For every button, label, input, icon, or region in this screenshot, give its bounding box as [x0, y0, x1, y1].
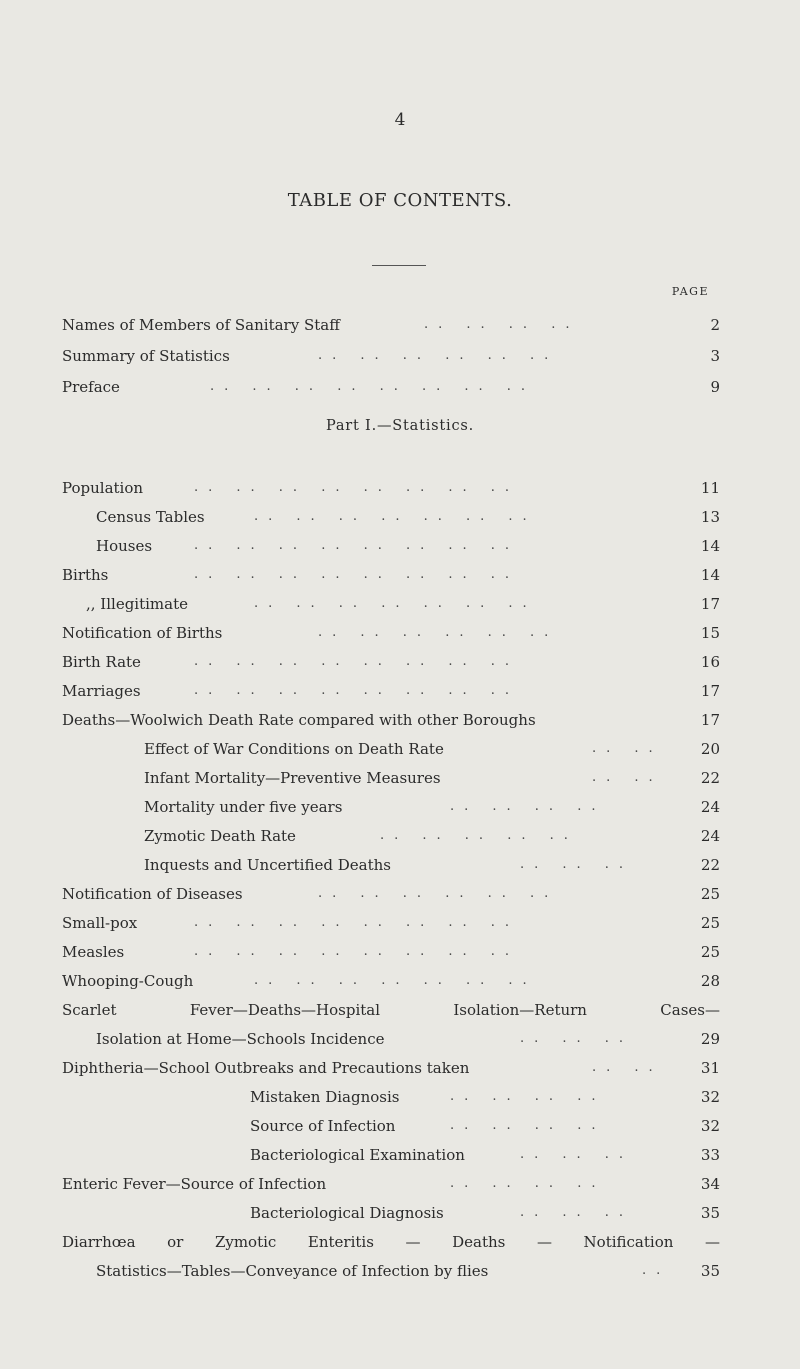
toc-entry[interactable] — [62, 314, 720, 336]
toc-entry-page: 31 — [700, 1059, 720, 1077]
toc-entry-label: Isolation at Home—Schools Incidence — [96, 1030, 385, 1048]
toc-entry-label: Infant Mortality—Preventive Measures — [144, 769, 441, 787]
leader-dots: .. .. — [592, 1060, 663, 1075]
toc-entry[interactable] — [62, 941, 720, 963]
toc-entry-page: 35 — [700, 1262, 720, 1280]
leader-dots: .. .. — [592, 770, 663, 785]
leader-dots: .. .. .. .. .. .. .. — [254, 973, 537, 988]
toc-entry-label: Small-pox — [62, 914, 138, 932]
toc-entry-page: 25 — [700, 943, 720, 961]
toc-entry[interactable] — [62, 999, 720, 1021]
toc-entry-page: 25 — [700, 914, 720, 932]
toc-entry[interactable] — [62, 709, 720, 731]
leader-dots: .. .. .. .. .. .. .. — [254, 596, 537, 611]
toc-entry[interactable] — [62, 622, 720, 644]
toc-entry[interactable] — [62, 796, 720, 818]
toc-entry-label: Effect of War Conditions on Death Rate — [144, 740, 444, 758]
toc-entry[interactable] — [62, 1086, 720, 1108]
toc-entry-label: Preface — [62, 378, 120, 396]
toc-entry-page: 32 — [700, 1088, 720, 1106]
toc-entry[interactable] — [62, 1260, 720, 1282]
leader-dots: .. .. .. .. — [450, 1089, 606, 1104]
toc-entry-page: 17 — [700, 711, 720, 729]
toc-entry-page: 24 — [700, 827, 720, 845]
toc-entry-label: Population — [62, 479, 144, 497]
leader-dots: .. .. .. .. .. .. .. .. — [194, 944, 520, 959]
toc-entry[interactable] — [62, 477, 720, 499]
toc-entry-page: 14 — [700, 566, 720, 584]
toc-entry-page: 24 — [700, 798, 720, 816]
leader-dots: .. .. .. .. .. .. — [318, 348, 559, 363]
toc-entry-page: 28 — [700, 972, 720, 990]
toc-entry[interactable] — [62, 1202, 720, 1224]
toc-entry-page: 32 — [700, 1117, 720, 1135]
toc-entry[interactable] — [62, 680, 720, 702]
toc-entry-page: 2 — [710, 316, 720, 334]
toc-entry-page: 25 — [700, 885, 720, 903]
toc-entry-page: 3 — [710, 347, 720, 365]
leader-dots: .. .. .. .. .. .. .. .. — [194, 480, 520, 495]
toc-entry-label: Enteric Fever—Source of Infection — [62, 1175, 327, 1193]
leader-dots: .. .. .. — [520, 1031, 634, 1046]
leader-dots: .. .. .. .. .. .. .. .. — [194, 683, 520, 698]
leader-dots: .. .. — [592, 741, 663, 756]
toc-entry-label: Bacteriological Examination — [250, 1146, 465, 1164]
toc-entry-label: Diphtheria—School Outbreaks and Precautions taken — [62, 1059, 470, 1077]
toc-entry-label: Names of Members of Sanitary Staff — [62, 316, 340, 334]
leader-dots: .. .. .. — [520, 1147, 634, 1162]
toc-entry-label: Zymotic Death Rate — [144, 827, 296, 845]
toc-entry-page: 15 — [700, 624, 720, 642]
toc-entry-label: Births — [62, 566, 109, 584]
toc-entry[interactable] — [62, 1231, 720, 1253]
toc-entry[interactable] — [62, 593, 720, 615]
leader-dots: .. .. .. — [520, 1205, 634, 1220]
toc-entry-label: Mistaken Diagnosis — [250, 1088, 400, 1106]
toc-entry-label: Source of Infection — [250, 1117, 396, 1135]
toc-entry-label: Statistics—Tables—Conveyance of Infection by flies — [96, 1262, 489, 1280]
toc-entry[interactable] — [62, 912, 720, 934]
toc-entry-label: Notification of Births — [62, 624, 223, 642]
toc-entry[interactable] — [62, 535, 720, 557]
page-title: TABLE OF CONTENTS. — [287, 190, 513, 211]
toc-entry-label: Diarrhœa or Zymotic Enteritis — Deaths — Notification — — [62, 1233, 720, 1251]
toc-entry-page: 13 — [700, 508, 720, 526]
toc-entry-page: 14 — [700, 537, 720, 555]
toc-entry-page: 35 — [700, 1204, 720, 1222]
toc-entry-label: Whooping-Cough — [62, 972, 194, 990]
leader-dots: .. .. .. .. .. .. — [318, 886, 559, 901]
toc-entry-label: Birth Rate — [62, 653, 141, 671]
toc-entry-page: 20 — [700, 740, 720, 758]
toc-entry[interactable] — [62, 1173, 720, 1195]
toc-entry-label: ,, Illegitimate — [86, 595, 188, 613]
toc-entry-label: Deaths—Woolwich Death Rate compared with other Boroughs — [62, 711, 536, 729]
toc-entry[interactable] — [62, 564, 720, 586]
toc-entry-page: 16 — [700, 653, 720, 671]
leader-dots: .. .. .. .. .. .. .. .. — [210, 379, 536, 394]
toc-entry-page: 22 — [700, 769, 720, 787]
toc-entry-label: Notification of Diseases — [62, 885, 243, 903]
toc-entry-page: 34 — [700, 1175, 720, 1193]
toc-entry[interactable] — [62, 767, 720, 789]
toc-entry-label: Marriages — [62, 682, 141, 700]
leader-dots: .. .. .. .. — [450, 799, 606, 814]
title-divider — [372, 265, 426, 266]
leader-dots: .. .. .. .. .. .. .. .. — [194, 915, 520, 930]
toc-entry[interactable] — [62, 376, 720, 398]
toc-entry[interactable] — [62, 1028, 720, 1050]
toc-entry[interactable] — [62, 1115, 720, 1137]
toc-entry[interactable] — [62, 883, 720, 905]
toc-entry[interactable] — [62, 1057, 720, 1079]
toc-entry-label: Bacteriological Diagnosis — [250, 1204, 444, 1222]
toc-entry-label: Measles — [62, 943, 125, 961]
toc-entry-label: Census Tables — [96, 508, 205, 526]
toc-entry[interactable] — [62, 854, 720, 876]
toc-entry-page: 33 — [700, 1146, 720, 1164]
toc-entry-label: Scarlet Fever—Deaths—Hospital Isolation—Return Cases— — [62, 1001, 720, 1019]
toc-entry-label: Mortality under five years — [144, 798, 343, 816]
toc-entry[interactable] — [62, 506, 720, 528]
toc-entry-page: 11 — [700, 479, 720, 497]
leader-dots: .. .. .. .. — [450, 1176, 606, 1191]
toc-entry-label: Inquests and Uncertified Deaths — [144, 856, 391, 874]
toc-entry-label: Summary of Statistics — [62, 347, 230, 365]
leader-dots: .. .. .. .. .. .. .. — [254, 509, 537, 524]
page-column-header: PAGE — [671, 285, 709, 298]
toc-entry-page: 22 — [700, 856, 720, 874]
toc-entry-label: Houses — [96, 537, 153, 555]
toc-entry[interactable] — [62, 970, 720, 992]
toc-entry-page: 17 — [700, 682, 720, 700]
leader-dots: .. .. .. .. .. — [380, 828, 578, 843]
toc-entry[interactable] — [62, 345, 720, 367]
toc-entry-page: 17 — [700, 595, 720, 613]
page-number: 4 — [394, 110, 406, 130]
toc-entry[interactable] — [62, 738, 720, 760]
toc-entry-page: 9 — [710, 378, 720, 396]
leader-dots: .. .. .. .. .. .. — [318, 625, 559, 640]
leader-dots: .. .. .. .. — [450, 1118, 606, 1133]
toc-entry[interactable] — [62, 651, 720, 673]
leader-dots: .. — [642, 1263, 671, 1278]
leader-dots: .. .. .. — [520, 857, 634, 872]
leader-dots: .. .. .. .. .. .. .. .. — [194, 567, 520, 582]
part-heading: Part I.—Statistics. — [325, 418, 475, 434]
leader-dots: .. .. .. .. .. .. .. .. — [194, 654, 520, 669]
toc-entry[interactable] — [62, 1144, 720, 1166]
leader-dots: .. .. .. .. .. .. .. .. — [194, 538, 520, 553]
leader-dots: .. .. .. .. — [424, 317, 580, 332]
toc-entry-page: 29 — [700, 1030, 720, 1048]
toc-entry[interactable] — [62, 825, 720, 847]
